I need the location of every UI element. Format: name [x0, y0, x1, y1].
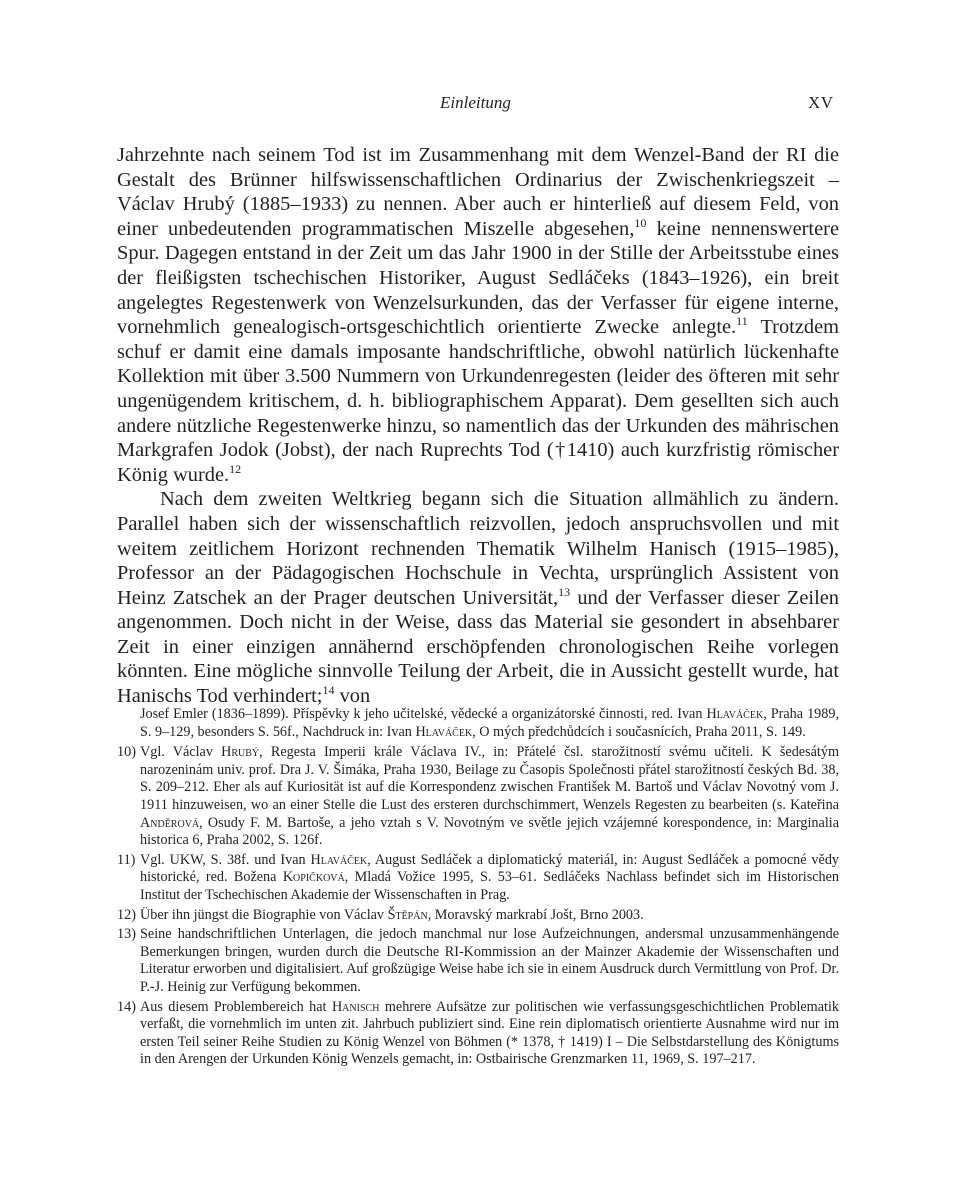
footnote-text: , Praha 1989, S. 9–129, besonders S. 56f., Nachdruck in: Ivan: [140, 706, 839, 740]
footnote-text: , August Sedláček a diplomatický materiál, in: August Sedláček a pomocné vědy historické, red. Božena: [140, 851, 840, 886]
footnote-ref-11: 11: [736, 314, 748, 329]
running-head: [0, 93, 960, 117]
page-number: XV: [808, 93, 834, 112]
footnote-text: Seine handschriftlichen Unterlagen, die jedoch manchmal nur lose Aufzeichnungen, andersmal unzusammenhängende Bemerkungen bringen, wurden durch die Deutsche RI-Kommission an der Mainzer Akademie der Wissenschaften und Literatur erworben und digitalisiert. Auf großzügige Weise habe ich sie in einem Ausdruck durch Vermittlung von Prof. Dr. P.-J. Heinig zur Verfügung bekommen.: [140, 926, 839, 995]
author-name: Hlaváček: [310, 851, 368, 868]
footnote-13: [117, 926, 839, 996]
footnotes: [117, 706, 839, 1071]
paragraph-2: [117, 487, 839, 708]
footnote-10: [117, 744, 839, 850]
paragraph-text: keine nennenswertere Spur. Dagegen entstand in der Zeit um das Jahr 1900 in der Stille der Arbeitsstube eines der fleißigsten tschechischen Historiker, August Sedláčeks (1843–1926), ein breit angelegtes Regestenwerk von Wenzelsurkunden, das der Verfasser für eigene interne, vornehmlich genealogisch-ortsgeschichtlich orientierte Zwecke anlegte.: [117, 217, 839, 339]
footnote-14: [117, 999, 839, 1069]
paragraph-text: von: [339, 685, 371, 708]
author-name: Kopičková: [282, 869, 345, 886]
footnote-text: , Regesta Imperii krále Václava IV., in: Přátelé čsl. starožitností svému učiteli. K šedesátým narozeninám univ. prof. Dra J. V. Šimáka, Praha 1930, Beilage zu Časopis Společnosti přátel starožitností českých Bd. 38, S. 209–212. Eher als auf Kuriosität ist auf die Korrespondenz zwischen František M. Bartoš und Václav Novotný vom J. 1911 hinzuweisen, wo an einer Stelle die Lust des ersteren durchschimmert, Wenzels Regesten zu bearbeiten (s. Kateřina: [140, 744, 839, 813]
footnote-11: [117, 852, 839, 905]
paragraph-text: Nach dem zweiten Weltkrieg begann sich die Situation allmählich zu ändern. Parallel haben sich der wissenschaftlich reizvollen, jedoch anspruchsvollen und mit weitem zeitlichem Horizont rechnenden Thematik Wilhelm Hanisch (1915–1985), Professor an der Pädagogischen Hochschule in Vechta, ursprünglich Assistent von Heinz Zatschek an der Prager deutschen Universität,: [117, 488, 839, 609]
footnote-text: Vgl. Václav: [140, 744, 222, 761]
running-title: Einleitung: [440, 93, 511, 112]
footnote-text: mehrere Aufsätze zur politischen wie verfassungsgeschichtlichen Problematik verfaßt, die vornehmlich im unten zit. Jahrbuch publiziert sind. Eine rein diplomatisch orientierte Ausnahme wird nur im ersten Teil seiner Reihe Studien zu König Wenzel von Böhmen (* 1378, † 1419) I – Die Selbstdarstellung des Königtums in den Arengen der Urkunden König Wenzels gemacht, in: Ostbairische Grenzmarken 11, 1969, S. 197–217.: [140, 998, 839, 1068]
author-name: Anděrová: [140, 814, 200, 831]
footnote-text: Aus diesem Problembereich hat: [140, 998, 332, 1015]
footnote-number: 10): [117, 744, 136, 761]
footnote-text: , Osudy F. M. Bartoše, a jeho vztah s V. Novotným ve světle jejich vzájemné korespondence, in: Marginalia historica 6, Praha 2002, S. 126f.: [140, 814, 839, 849]
main-text: [117, 143, 839, 709]
footnote-ref-14: 14: [322, 683, 335, 698]
footnote-text: Josef Emler (1836–1899). Příspěvky k jeho učitelské, vědecké a organizátorské činnosti, red. Ivan: [140, 706, 707, 722]
footnote-number: 11): [117, 851, 136, 868]
author-name: Hrubý: [221, 744, 260, 761]
footnote-text: , Mladá Vožice 1995, S. 53–61. Sedláčeks Nachlass befindet sich im Historischen Institut der Tschechischen Akademie der Wissenschaften in Prag.: [140, 869, 839, 903]
footnote-ref-10: 10: [634, 215, 647, 230]
author-name: Hlaváček: [415, 723, 473, 740]
author-name: Hlaváček: [706, 706, 764, 722]
footnote-text: , O mých předchůdcích i současnících, Praha 2011, S. 149.: [472, 723, 806, 740]
footnote-continuation: [117, 706, 839, 741]
author-name: Hanisch: [331, 998, 380, 1015]
footnote-12: [117, 907, 839, 925]
paragraph-1: [117, 143, 839, 487]
footnote-text: Vgl. UKW, S. 38f. und Ivan: [140, 851, 311, 868]
author-name: Štěpán: [387, 906, 428, 923]
footnote-number: 12): [117, 906, 136, 923]
footnote-number: 13): [117, 926, 136, 943]
paragraph-text: und der Verfasser dieser Zeilen angenommen. Doch nicht in der Weise, dass das Material sie gesondert in absehbarer Zeit in einer einzigen annähernd erschöpfenden chronologischen Reihe vorlegen könnten. Eine mögliche sinnvolle Teilung der Arbeit, die in Aussicht gestellt wurde, hat Hanischs Tod verhindert;: [117, 586, 839, 708]
paragraph-text: Trotzdem schuf er damit eine damals imposante handschriftliche, obwohl natürlich lückenhafte Kollektion mit über 3.500 Nummern von Urkundenregesten (leider des öfteren mit sehr ungenügendem kritischem, d. h. bibliographischem Apparat). Dem gesellten sich auch andere nützliche Regestenwerke hinzu, so namentlich das der Urkunden des mährischen Markgrafen Jodok (Jobst), der nach Ruprechts Tod (†1410) auch kurzfristig römischer König wurde.: [117, 316, 839, 486]
footnote-number: 14): [117, 998, 136, 1015]
paragraph-text: Jahrzehnte nach seinem Tod ist im Zusammenhang mit dem Wenzel-Band der RI die Gestalt des Brünner hilfswissenschaftlichen Ordinarius der Zwischenkriegszeit – Václav Hrubý (1885–1933) zu nennen. Aber auch er hinterließ auf diesem Feld, von einer unbedeutenden programmatischen Miszelle abgesehen,: [117, 144, 839, 240]
footnote-text: Über ihn jüngst die Biographie von Václav: [140, 906, 388, 923]
footnote-ref-13: 13: [558, 584, 571, 599]
footnote-text: , Moravský markrabí Jošt, Brno 2003.: [427, 906, 644, 923]
footnote-ref-12: 12: [229, 461, 242, 476]
